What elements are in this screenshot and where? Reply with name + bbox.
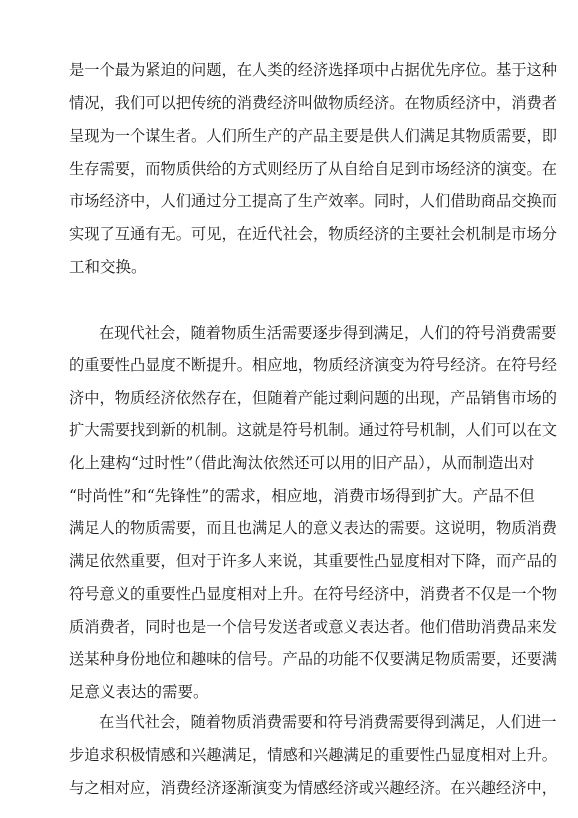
paragraph-1-line-2: 情况，我们可以把传统的消费经济叫做物质经济。在物质经济中，消费者 xyxy=(69,94,557,112)
paragraph-3-line-2: 步追求积极情感和兴趣满足，情感和兴趣满足的重要性凸显度相对上升。 xyxy=(69,746,557,764)
paragraph-3-line-3: 与之相对应，消费经济逐渐演变为情感经济或兴趣经济。在兴趣经济中， xyxy=(69,779,557,797)
paragraph-1-line-5: 市场经济中，人们通过分工提高了生产效率。同时，人们借助商品交换而 xyxy=(69,192,557,210)
paragraph-1-line-3: 呈现为一个谋生者。人们所生产的产品主要是供人们满足其物质需要，即 xyxy=(69,127,557,145)
paragraph-2-line-11: 送某种身份地位和趣味的信号。产品的功能不仅要满足物质需要，还要满 xyxy=(69,650,557,668)
paragraph-2-line-3: 济中，物质经济依然存在，但随着产能过剩问题的出现，产品销售市场的 xyxy=(69,389,557,407)
paragraph-2-line-4: 扩大需要找到新的机制。这就是符号机制。通过符号机制，人们可以在文 xyxy=(69,421,557,439)
paragraph-3-line-1: 在当代社会，随着物质消费需要和符号消费需要得到满足，人们进一 xyxy=(99,713,557,731)
paragraph-1-line-7: 工和交换。 xyxy=(69,258,147,276)
paragraph-2-line-8: 满足依然重要，但对于许多人来说，其重要性凸显度相对下降，而产品的 xyxy=(69,552,557,570)
paragraph-1-line-1: 是一个最为紧迫的问题，在人类的经济选择项中占据优先序位。基于这种 xyxy=(69,61,557,79)
paragraph-2-line-12: 足意义表达的需要。 xyxy=(69,683,209,701)
paragraph-2-line-6: “时尚性”和“先锋性”的需求，相应地，消费市场得到扩大。产品不但 xyxy=(69,487,535,505)
paragraph-2-line-1: 在现代社会，随着物质生活需要逐步得到满足，人们的符号消费需要 xyxy=(99,324,557,342)
paragraph-2-line-5: 化上建构“过时性”（借此淘汰依然还可以用的旧产品），从而制造出对 xyxy=(69,454,535,472)
paragraph-2-line-2: 的重要性凸显度不断提升。相应地，物质经济演变为符号经济。在符号经 xyxy=(69,356,557,374)
paragraph-2-line-7: 满足人的物质需要，而且也满足人的意义表达的需要。这说明，物质消费 xyxy=(69,519,557,537)
paragraph-1-line-6: 实现了互通有无。可见，在近代社会，物质经济的主要社会机制是市场分 xyxy=(69,225,557,243)
paragraph-1-line-4: 生存需要，而物质供给的方式则经历了从自给自足到市场经济的演变。在 xyxy=(69,160,557,178)
paragraph-2-line-9: 符号意义的重要性凸显度相对上升。在符号经济中，消费者不仅是一个物 xyxy=(69,585,557,603)
paragraph-2-line-10: 质消费者，同时也是一个信号发送者或意义表达者。他们借助消费品来发 xyxy=(69,618,557,636)
